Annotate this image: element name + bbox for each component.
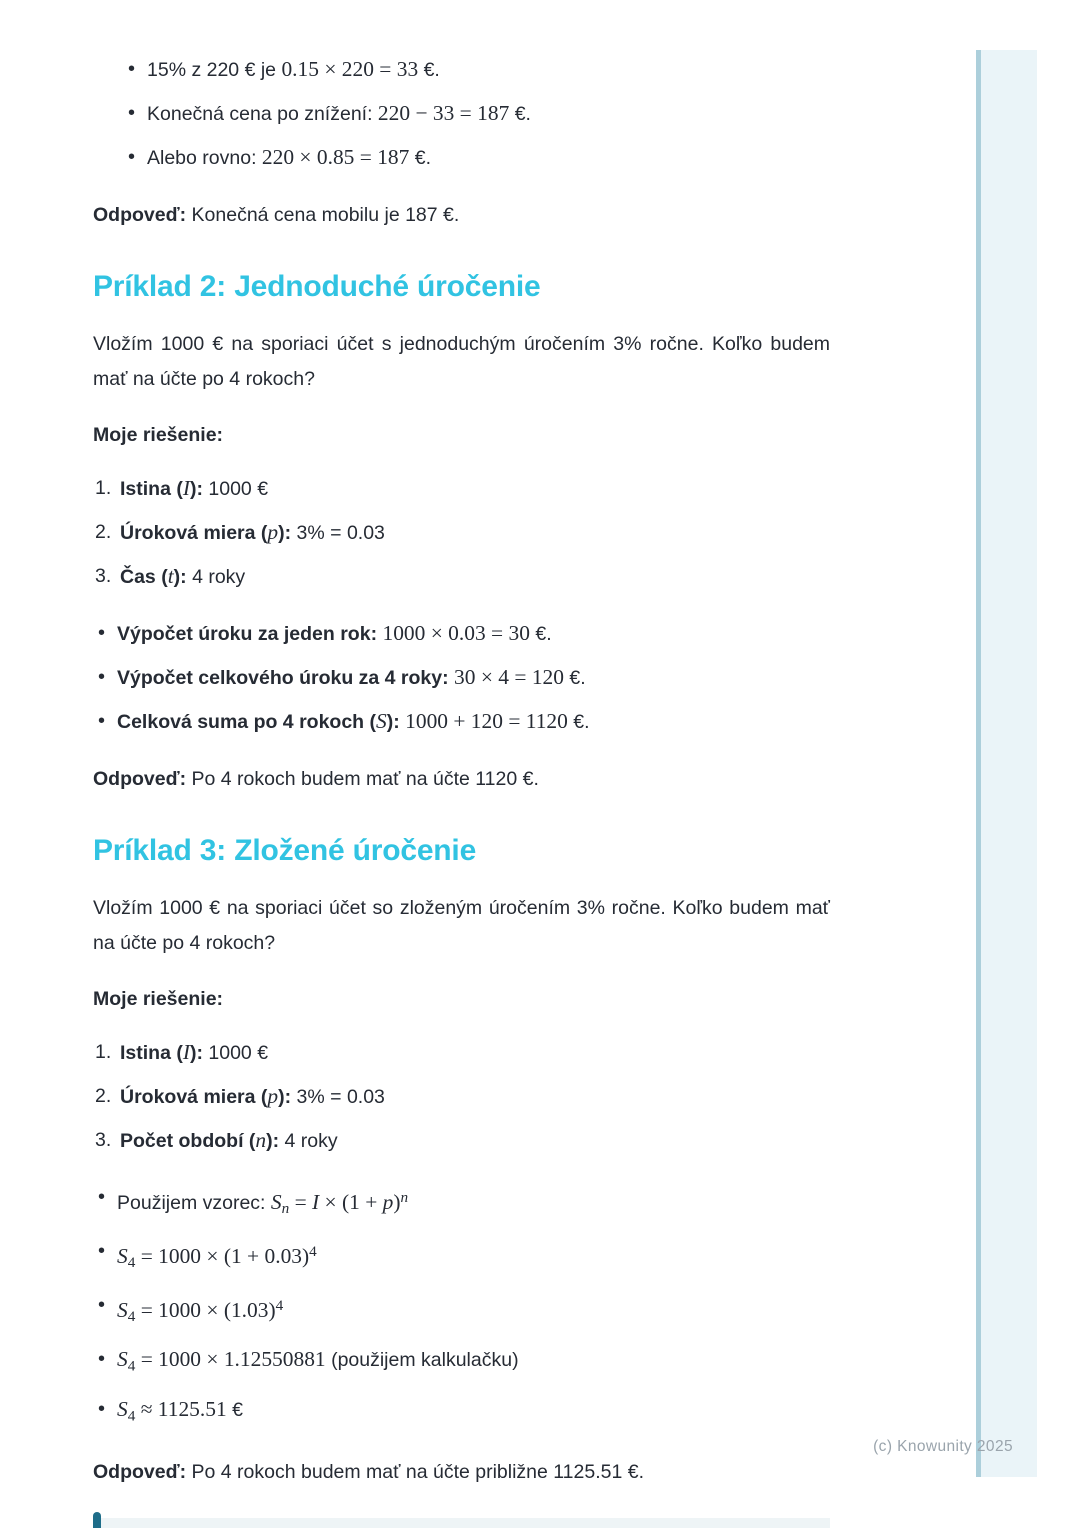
list-item: • Výpočet celkového úroku za 4 roky: 30 × 4 = 120 €. bbox=[117, 664, 830, 692]
copyright-credit: (c) Knowunity 2025 bbox=[873, 1438, 1013, 1455]
problem-statement: Vložím 1000 € na sporiaci účet so zloženým úročením 3% ročne. Koľko budem mať na účte po 4 rokoch? bbox=[93, 897, 830, 954]
list-item: Čas (t): 4 roky bbox=[120, 564, 246, 588]
solution-steps-list bbox=[93, 1039, 830, 1155]
calculation-list bbox=[93, 620, 830, 736]
blockquote-border bbox=[93, 1512, 101, 1528]
list-item: Istina (I): 1000 € bbox=[120, 476, 269, 500]
answer-label: Odpoveď: bbox=[93, 768, 187, 790]
intro-bullet-list bbox=[93, 56, 830, 172]
section-heading-priklad-2: Príklad 2: Jednoduché úročenie bbox=[93, 270, 541, 303]
answer-label: Odpoveď: bbox=[93, 1460, 187, 1483]
answer-paragraph bbox=[93, 766, 830, 793]
answer-text: Po 4 rokoch budem mať na účte približne 1125.51 €. bbox=[186, 1460, 645, 1483]
list-item: • $S_4 = 1000 \times (1 + 0.03)^4$ bbox=[117, 1238, 830, 1276]
list-item: • Alebo rovno: 220 × 0.85 = 187 €. bbox=[147, 144, 830, 172]
page-edge-band bbox=[976, 50, 1037, 1477]
list-item: • Konečná cena po znížení: 220 − 33 = 187 €. bbox=[147, 100, 830, 128]
blockquote-background bbox=[101, 1518, 830, 1528]
solution-label: Moje riešenie: bbox=[93, 424, 224, 446]
list-item: Úroková miera (p): 3% = 0.03 bbox=[120, 1084, 385, 1108]
blockquote-start bbox=[93, 1512, 830, 1528]
answer-paragraph bbox=[93, 1459, 830, 1486]
answer-label: Odpoveď: bbox=[93, 204, 187, 226]
solution-label: Moje riešenie: bbox=[93, 988, 224, 1010]
list-item: Istina (I): 1000 € bbox=[120, 1040, 269, 1064]
list-item: • Výpočet úroku za jeden rok: 1000 × 0.03 = 30 €. bbox=[117, 620, 830, 648]
list-item: Úroková miera (p): 3% = 0.03 bbox=[120, 520, 385, 544]
answer-text: Po 4 rokoch budem mať na účte 1120 €. bbox=[186, 768, 539, 790]
list-item: • Celková suma po 4 rokoch (S): 1000 + 120 = 1120 €. bbox=[117, 708, 830, 736]
list-item: • Použijem vzorec: $S_n = I \times (1 + p)^n$ bbox=[117, 1184, 830, 1222]
document-content bbox=[93, 0, 830, 1528]
list-item: • $S_4 = 1000 \times (1.03)^4$ bbox=[117, 1292, 830, 1330]
list-item: • $S_4 \approx 1125.51$ € bbox=[117, 1396, 830, 1429]
calculation-list bbox=[93, 1184, 830, 1429]
section-heading-priklad-3: Príklad 3: Zložené úročenie bbox=[93, 834, 477, 867]
solution-steps-list bbox=[93, 475, 830, 591]
answer-text: Konečná cena mobilu je 187 €. bbox=[186, 204, 460, 226]
list-item: • 15% z 220 € je 0.15 × 220 = 33 €. bbox=[147, 56, 830, 84]
list-item: Počet období (n): 4 roky bbox=[120, 1128, 338, 1152]
answer-paragraph bbox=[93, 202, 830, 229]
list-item: • $S_4 = 1000 \times 1.12550881$ (použijem kalkulačku) bbox=[117, 1346, 830, 1379]
problem-statement: Vložím 1000 € na sporiaci účet s jednoduchým úročením 3% ročne. Koľko budem mať na účte po 4 rokoch? bbox=[93, 333, 830, 390]
